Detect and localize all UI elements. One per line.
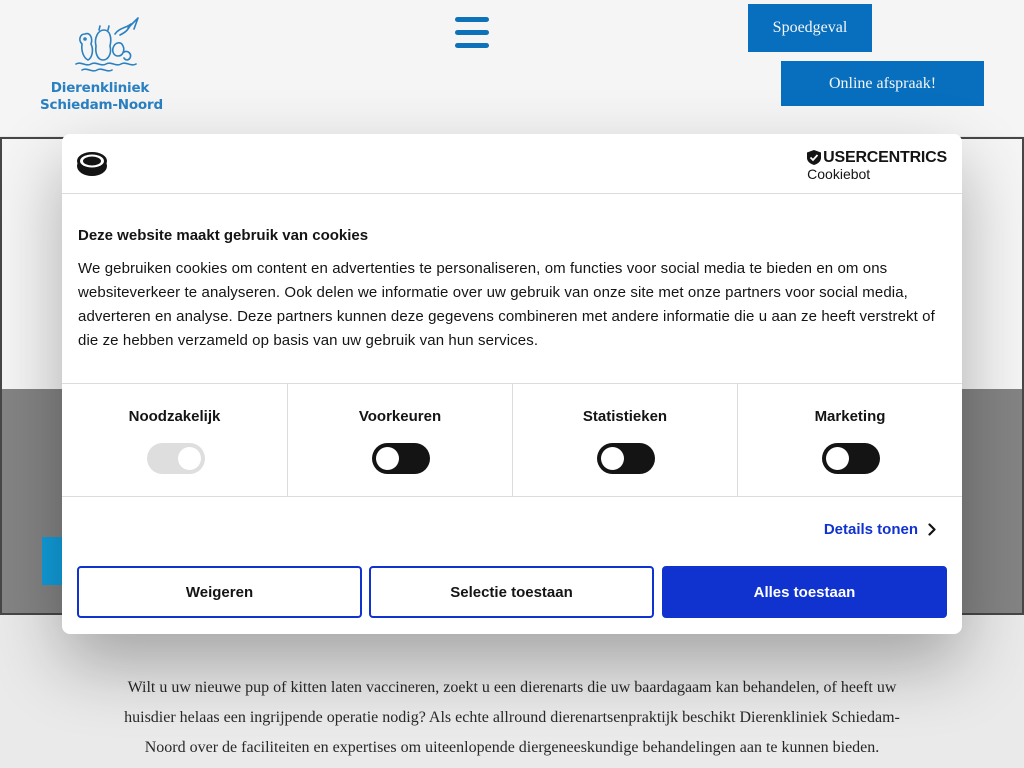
dialog-title: Deze website maakt gebruik van cookies (78, 227, 369, 244)
brand-name: USERCENTRICS (823, 149, 947, 166)
show-details-link[interactable] (824, 521, 936, 538)
toggle-statistics[interactable] (597, 443, 655, 474)
category-necessary (62, 384, 287, 496)
show-details-label: Details tonen (823, 521, 918, 538)
toggle-necessary (147, 443, 205, 474)
category-statistics (512, 384, 737, 496)
category-marketing (737, 384, 962, 496)
category-label: Noodzakelijk (128, 408, 221, 425)
cookie-consent-dialog (62, 134, 962, 634)
intro-paragraph: Wilt u uw nieuwe pup of kitten laten vaccineren, zoekt u een dierenarts die uw baardagaam kan behandelen, of heeft uw huisdier helaas een ingrijpende operatie nodig? Als echte allround dierenartsenpraktijk beschikt Dierenkliniek Schiedam-Noord over de faciliteiten en expertises om uiteenlopende diergeneeskundige behandelingen aan te kunnen bieden. (124, 679, 900, 756)
deny-button[interactable]: Weigeren (77, 566, 362, 618)
cookie-categories (62, 383, 962, 497)
dialog-header (62, 134, 962, 194)
online-appointment-button[interactable]: Online afspraak! (781, 61, 984, 106)
shield-icon (807, 150, 821, 165)
brand-product: Cookiebot (807, 166, 871, 182)
dialog-description: We gebruiken cookies om content en advertenties te personaliseren, om functies voor social media te bieden en om ons websiteverkeer te analyseren. Ook delen we informatie over uw gebruik van onze site met onze partners voor social media, adverteren en analyse. Deze partners kunnen deze gegevens combineren met andere informatie die u aan ze heeft verstrekt of die ze hebben verzameld op basis van uw gebruik van hun services. (78, 260, 935, 349)
category-label: Statistieken (582, 408, 668, 425)
emergency-button[interactable]: Spoedgeval (748, 4, 872, 52)
logo-line-2: Schiedam-Noord (40, 97, 163, 113)
allow-selection-button[interactable]: Selectie toestaan (369, 566, 654, 618)
category-label: Marketing (814, 408, 886, 425)
chevron-right-icon (928, 523, 936, 536)
cookie-icon (76, 151, 108, 177)
allow-all-button[interactable]: Alles toestaan (662, 566, 947, 618)
usercentrics-cookiebot-logo[interactable] (807, 149, 947, 182)
logo-line-1: Dierenkliniek (50, 80, 150, 96)
category-preferences (287, 384, 512, 496)
toggle-preferences[interactable] (372, 443, 430, 474)
toggle-marketing[interactable] (822, 443, 880, 474)
category-label: Voorkeuren (358, 408, 442, 425)
dialog-body (78, 226, 948, 353)
